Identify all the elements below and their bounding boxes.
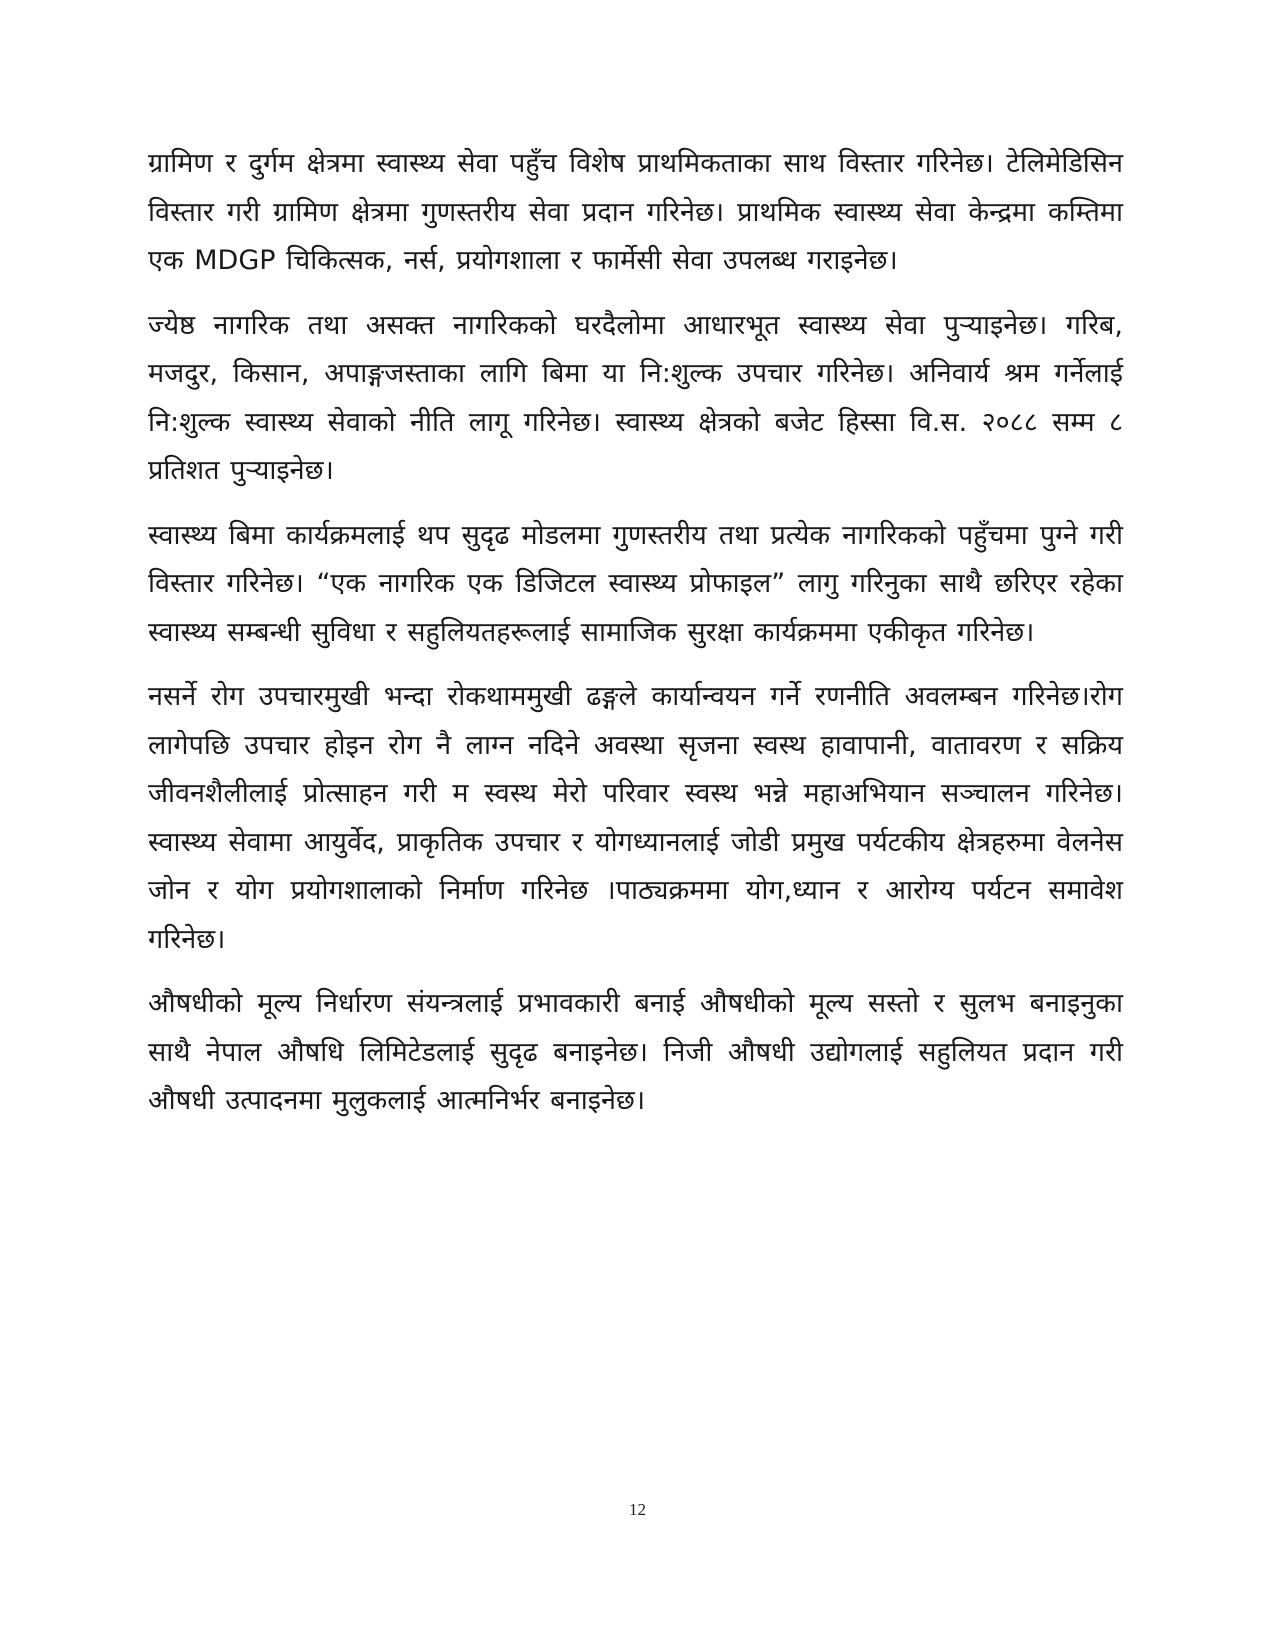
- paragraph-rural-health-access: ग्रामिण र दुर्गम क्षेत्रमा स्वास्थ्य सेवा पहुँच विशेष प्राथमिकताका साथ विस्तार गरिनेछ। टेलिमेडिसिन विस्तार गरी ग्रामिण क्षेत्रमा गुणस्तरीय सेवा प्रदान गरिनेछ। प्राथमिक स्वास्थ्य सेवा केन्द्रमा कम्तिमा एक MDGP चिकित्सक, नर्स, प्रयोगशाला र फार्मेसी सेवा उपलब्ध गराइनेछ।: [148, 148, 1123, 276]
- page-number: 12: [629, 1500, 646, 1519]
- paragraph-senior-citizen-health: ज्येष्ठ नागरिक तथा असक्त नागरिकको घरदैलोमा आधारभूत स्वास्थ्य सेवा पुऱ्याइनेछ। गरिब, मजदुर, किसान, अपाङ्गजस्ताका लागि बिमा या नि:शुल्क उपचार गरिनेछ। अनिवार्य श्रम गर्नेलाई नि:शुल्क स्वास्थ्य सेवाको नीति लागू गरिनेछ। स्वास्थ्य क्षेत्रको बजेट हिस्सा वि.स. २०८८ सम्म ८ प्रतिशत पुऱ्याइनेछ।: [148, 309, 1123, 486]
- paragraph-health-insurance: स्वास्थ्य बिमा कार्यक्रमलाई थप सुदृढ मोडलमा गुणस्तरीय तथा प्रत्येक नागरिकको पहुँचमा पुग्ने गरी विस्तार गरिनेछ। “एक नागरिक एक डिजिटल स्वास्थ्य प्रोफाइल” लागु गरिनुका साथै छरिएर रहेका स्वास्थ्य सम्बन्धी सुविधा र सहुलियतहरूलाई सामाजिक सुरक्षा कार्यक्रममा एकीकृत गरिनेछ।: [148, 519, 1123, 648]
- document-body: [148, 140, 1123, 1142]
- paragraph-medicine-pricing: औषधीको मूल्य निर्धारण संयन्त्रलाई प्रभावकारी बनाई औषधीको मूल्य सस्तो र सुलभ बनाइनुका साथै नेपाल औषधि लिमिटेडलाई सुदृढ बनाइनेछ। निजी औषधी उद्योगलाई सहुलियत प्रदान गरी औषधी उत्पादनमा मुलुकलाई आत्मनिर्भर बनाइनेछ।: [148, 988, 1123, 1116]
- paragraph-disease-prevention: नसर्ने रोग उपचारमुखी भन्दा रोकथाममुखी ढङ्गले कार्यान्वयन गर्ने रणनीति अवलम्बन गरिनेछ।रोग लागेपछि उपचार होइन रोग नै लाग्न नदिने अवस्था सृजना स्वस्थ हावापानी, वातावरण र सक्रिय जीवनशैलीलाई प्रोत्साहन गरी म स्वस्थ मेरो परिवार स्वस्थ भन्ने महाअभियान सञ्चालन गरिनेछ। स्वास्थ्य सेवामा आयुर्वेद, प्राकृतिक उपचार र योगध्यानलाई जोडी प्रमुख पर्यटकीय क्षेत्रहरुमा वेलनेस जोन र योग प्रयोगशालाको निर्माण गरिनेछ ।पाठ्यक्रममा योग,ध्यान र आरोग्य पर्यटन समावेश गरिनेछ।: [148, 681, 1123, 955]
